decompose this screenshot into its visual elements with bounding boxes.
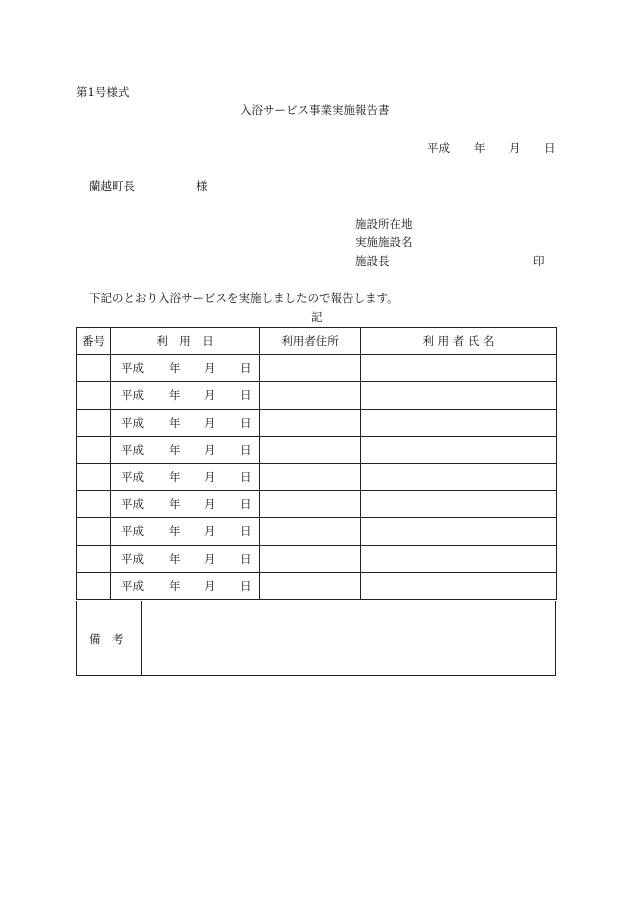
row-month-unit: 月 <box>204 415 216 430</box>
table-row <box>77 436 557 463</box>
row-number-cell[interactable] <box>77 382 111 409</box>
table-row <box>77 382 557 409</box>
row-era: 平成 <box>121 524 144 539</box>
row-era: 平成 <box>121 578 144 593</box>
row-day-unit: 日 <box>240 415 252 430</box>
table-row <box>77 491 557 518</box>
row-number-cell[interactable] <box>77 463 111 490</box>
row-date-cell[interactable] <box>111 463 260 490</box>
row-month-unit: 月 <box>204 524 216 539</box>
row-day-unit: 日 <box>240 497 252 512</box>
usage-table <box>76 327 557 600</box>
facility-location-label: 施設所在地 <box>355 217 413 231</box>
row-name-cell[interactable] <box>361 518 557 545</box>
row-year-unit: 年 <box>169 388 181 403</box>
row-number-cell[interactable] <box>77 491 111 518</box>
row-address-cell[interactable] <box>260 545 361 572</box>
row-address-cell[interactable] <box>260 463 361 490</box>
row-day-unit: 日 <box>240 551 252 566</box>
row-year-unit: 年 <box>169 442 181 457</box>
row-era: 平成 <box>121 497 144 512</box>
seal-mark: 印 <box>533 254 545 268</box>
table-row <box>77 463 557 490</box>
row-name-cell[interactable] <box>361 545 557 572</box>
date-day-unit: 日 <box>544 141 556 155</box>
table-header-row <box>77 328 557 355</box>
row-year-unit: 年 <box>169 361 181 376</box>
row-month-unit: 月 <box>204 361 216 376</box>
facility-head-label: 施設長 <box>355 254 390 268</box>
row-year-unit: 年 <box>169 470 181 485</box>
row-date-cell[interactable] <box>111 491 260 518</box>
row-name-cell[interactable] <box>361 409 557 436</box>
date-month-unit: 月 <box>509 141 521 155</box>
addressee-honorific: 様 <box>196 179 208 193</box>
table-row <box>77 518 557 545</box>
row-year-unit: 年 <box>169 551 181 566</box>
row-date-cell[interactable] <box>111 355 260 382</box>
row-month-unit: 月 <box>204 388 216 403</box>
table-row <box>77 572 557 599</box>
row-name-cell[interactable] <box>361 491 557 518</box>
table-row <box>77 545 557 572</box>
remarks-field[interactable] <box>142 601 555 675</box>
row-number-cell[interactable] <box>77 518 111 545</box>
row-date-cell[interactable] <box>111 409 260 436</box>
row-day-unit: 日 <box>240 442 252 457</box>
row-date-cell[interactable] <box>111 382 260 409</box>
remarks-box <box>76 601 556 676</box>
row-month-unit: 月 <box>204 442 216 457</box>
row-month-unit: 月 <box>204 578 216 593</box>
row-address-cell[interactable] <box>260 355 361 382</box>
row-month-unit: 月 <box>204 551 216 566</box>
form-number: 第1号様式 <box>76 85 130 99</box>
row-month-unit: 月 <box>204 497 216 512</box>
addressee-name: 蘭越町長 <box>89 179 135 193</box>
header-name: 利 用 者 氏 名 <box>361 328 557 355</box>
row-era: 平成 <box>121 415 144 430</box>
header-address: 利用者住所 <box>260 328 361 355</box>
row-date-cell[interactable] <box>111 545 260 572</box>
document-title: 入浴サービス事業実施報告書 <box>240 103 390 117</box>
row-year-unit: 年 <box>169 497 181 512</box>
row-date-cell[interactable] <box>111 518 260 545</box>
row-name-cell[interactable] <box>361 463 557 490</box>
row-address-cell[interactable] <box>260 436 361 463</box>
table-row <box>77 409 557 436</box>
header-number: 番号 <box>77 328 111 355</box>
row-era: 平成 <box>121 470 144 485</box>
row-day-unit: 日 <box>240 361 252 376</box>
row-number-cell[interactable] <box>77 436 111 463</box>
row-address-cell[interactable] <box>260 572 361 599</box>
row-era: 平成 <box>121 442 144 457</box>
row-date-cell[interactable] <box>111 436 260 463</box>
row-name-cell[interactable] <box>361 436 557 463</box>
row-number-cell[interactable] <box>77 409 111 436</box>
row-month-unit: 月 <box>204 470 216 485</box>
row-number-cell[interactable] <box>77 545 111 572</box>
row-year-unit: 年 <box>169 524 181 539</box>
row-era: 平成 <box>121 361 144 376</box>
row-era: 平成 <box>121 388 144 403</box>
row-name-cell[interactable] <box>361 382 557 409</box>
remarks-label: 備 考 <box>89 632 124 646</box>
facility-name-label: 実施施設名 <box>355 235 413 249</box>
row-number-cell[interactable] <box>77 572 111 599</box>
row-address-cell[interactable] <box>260 382 361 409</box>
row-address-cell[interactable] <box>260 409 361 436</box>
date-year-unit: 年 <box>474 141 486 155</box>
row-day-unit: 日 <box>240 578 252 593</box>
row-date-cell[interactable] <box>111 572 260 599</box>
row-day-unit: 日 <box>240 524 252 539</box>
row-address-cell[interactable] <box>260 518 361 545</box>
row-era: 平成 <box>121 551 144 566</box>
row-number-cell[interactable] <box>77 355 111 382</box>
row-day-unit: 日 <box>240 388 252 403</box>
ki-label: 記 <box>311 310 323 324</box>
row-name-cell[interactable] <box>361 355 557 382</box>
statement: 下記のとおり入浴サービスを実施しましたので報告します。 <box>89 291 399 305</box>
row-address-cell[interactable] <box>260 491 361 518</box>
row-year-unit: 年 <box>169 415 181 430</box>
row-name-cell[interactable] <box>361 572 557 599</box>
row-year-unit: 年 <box>169 578 181 593</box>
row-day-unit: 日 <box>240 470 252 485</box>
date-era: 平成 <box>427 141 450 155</box>
header-date: 利 用 日 <box>111 328 260 355</box>
table-row <box>77 355 557 382</box>
